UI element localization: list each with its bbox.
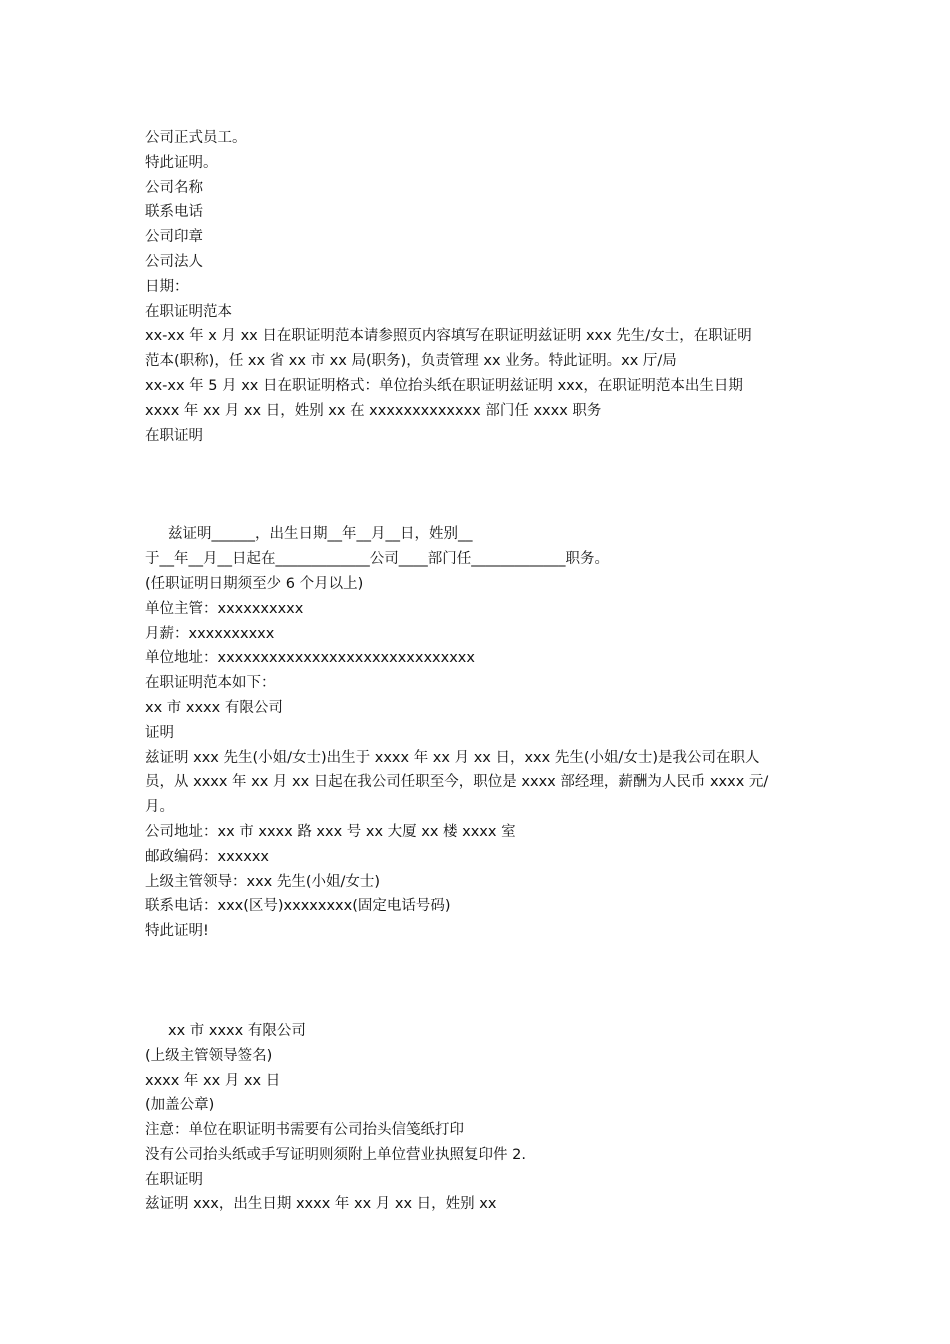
text-line: 联系电话：xxx(区号)xxxxxxxx(固定电话号码)	[145, 898, 451, 915]
text-line: 月。	[145, 799, 174, 816]
text-line: 于__年__月__日起在_____________公司____部门任_____________职务。	[145, 551, 609, 568]
text-line: 在职证明范本如下：	[145, 675, 276, 692]
text-line: 邮政编码：xxxxxx	[145, 848, 269, 865]
text-line: 证明	[145, 724, 174, 741]
text-line: 特此证明!	[145, 923, 209, 940]
text-line: 员，从 xxxx 年 xx 月 xx 日起在我公司任职至今，职位是 xxxx 部经理，薪酬为人民币 xxxx 元/	[145, 774, 769, 791]
text-line: 在职证明	[145, 427, 203, 444]
text-line: xx 市 xxxx 有限公司	[145, 699, 283, 716]
text-line: 月薪：xxxxxxxxxx	[145, 625, 275, 642]
text-line: 上级主管领导：xxx 先生(小姐/女士)	[145, 873, 381, 890]
text-line: 公司正式员工。	[145, 130, 247, 146]
section-c	[145, 1019, 815, 1217]
text-line: 联系电话	[145, 204, 203, 221]
text-line: xxxx 年 xx 月 xx 日，姓别 xx 在 xxxxxxxxxxxxx 部门任 xxxx 职务	[145, 402, 602, 419]
text-line: 特此证明。	[145, 154, 218, 171]
section-b	[145, 522, 815, 944]
text-line: 日期：	[145, 278, 189, 295]
text-line: 兹证明______，出生日期__年__月__日，姓别__	[168, 526, 473, 543]
text-line: 在职证明	[145, 1171, 203, 1188]
text-line: 单位地址：xxxxxxxxxxxxxxxxxxxxxxxxxxxxxx	[145, 650, 475, 667]
text-line: 兹证明 xxx，出生日期 xxxx 年 xx 月 xx 日，姓别 xx	[145, 1196, 497, 1213]
document-body	[145, 126, 815, 1217]
text-line: (加盖公章)	[145, 1097, 215, 1114]
text-line: 兹证明 xxx 先生(小姐/女士)出生于 xxxx 年 xx 月 xx 日，xxx 先生(小姐/女士)是我公司在职人	[145, 749, 760, 766]
section-spacer	[145, 944, 815, 1019]
text-line: 公司地址：xx 市 xxxx 路 xxx 号 xx 大厦 xx 楼 xxxx 室	[145, 823, 516, 840]
text-line: 公司印章	[145, 229, 203, 246]
text-line: 在职证明范本	[145, 303, 232, 320]
text-line: 公司法人	[145, 253, 203, 270]
text-line: (上级主管领导签名)	[145, 1047, 273, 1064]
text-line: 单位主管：xxxxxxxxxx	[145, 600, 304, 617]
text-line: (任职证明日期须至少 6 个月以上)	[145, 575, 364, 592]
section-spacer	[145, 448, 815, 522]
text-line: 注意：单位在职证明书需要有公司抬头信笺纸打印	[145, 1122, 464, 1139]
text-line: xx 市 xxxx 有限公司	[168, 1022, 306, 1039]
text-line: xxxx 年 xx 月 xx 日	[145, 1072, 281, 1089]
section-a	[145, 126, 815, 448]
text-line: 范本(职称)，任 xx 省 xx 市 xx 局(职务)，负责管理 xx 业务。特此证明。xx 厅/局	[145, 353, 677, 370]
text-line: 没有公司抬头纸或手写证明则须附上单位营业执照复印件 2.	[145, 1146, 526, 1163]
text-line: xx-xx 年 5 月 xx 日在职证明格式：单位抬头纸在职证明兹证明 xxx，在职证明范本出生日期	[145, 377, 743, 394]
text-line: 公司名称	[145, 179, 203, 196]
text-line: xx-xx 年 x 月 xx 日在职证明范本请参照页内容填写在职证明兹证明 xxx 先生/女士，在职证明	[145, 328, 752, 345]
